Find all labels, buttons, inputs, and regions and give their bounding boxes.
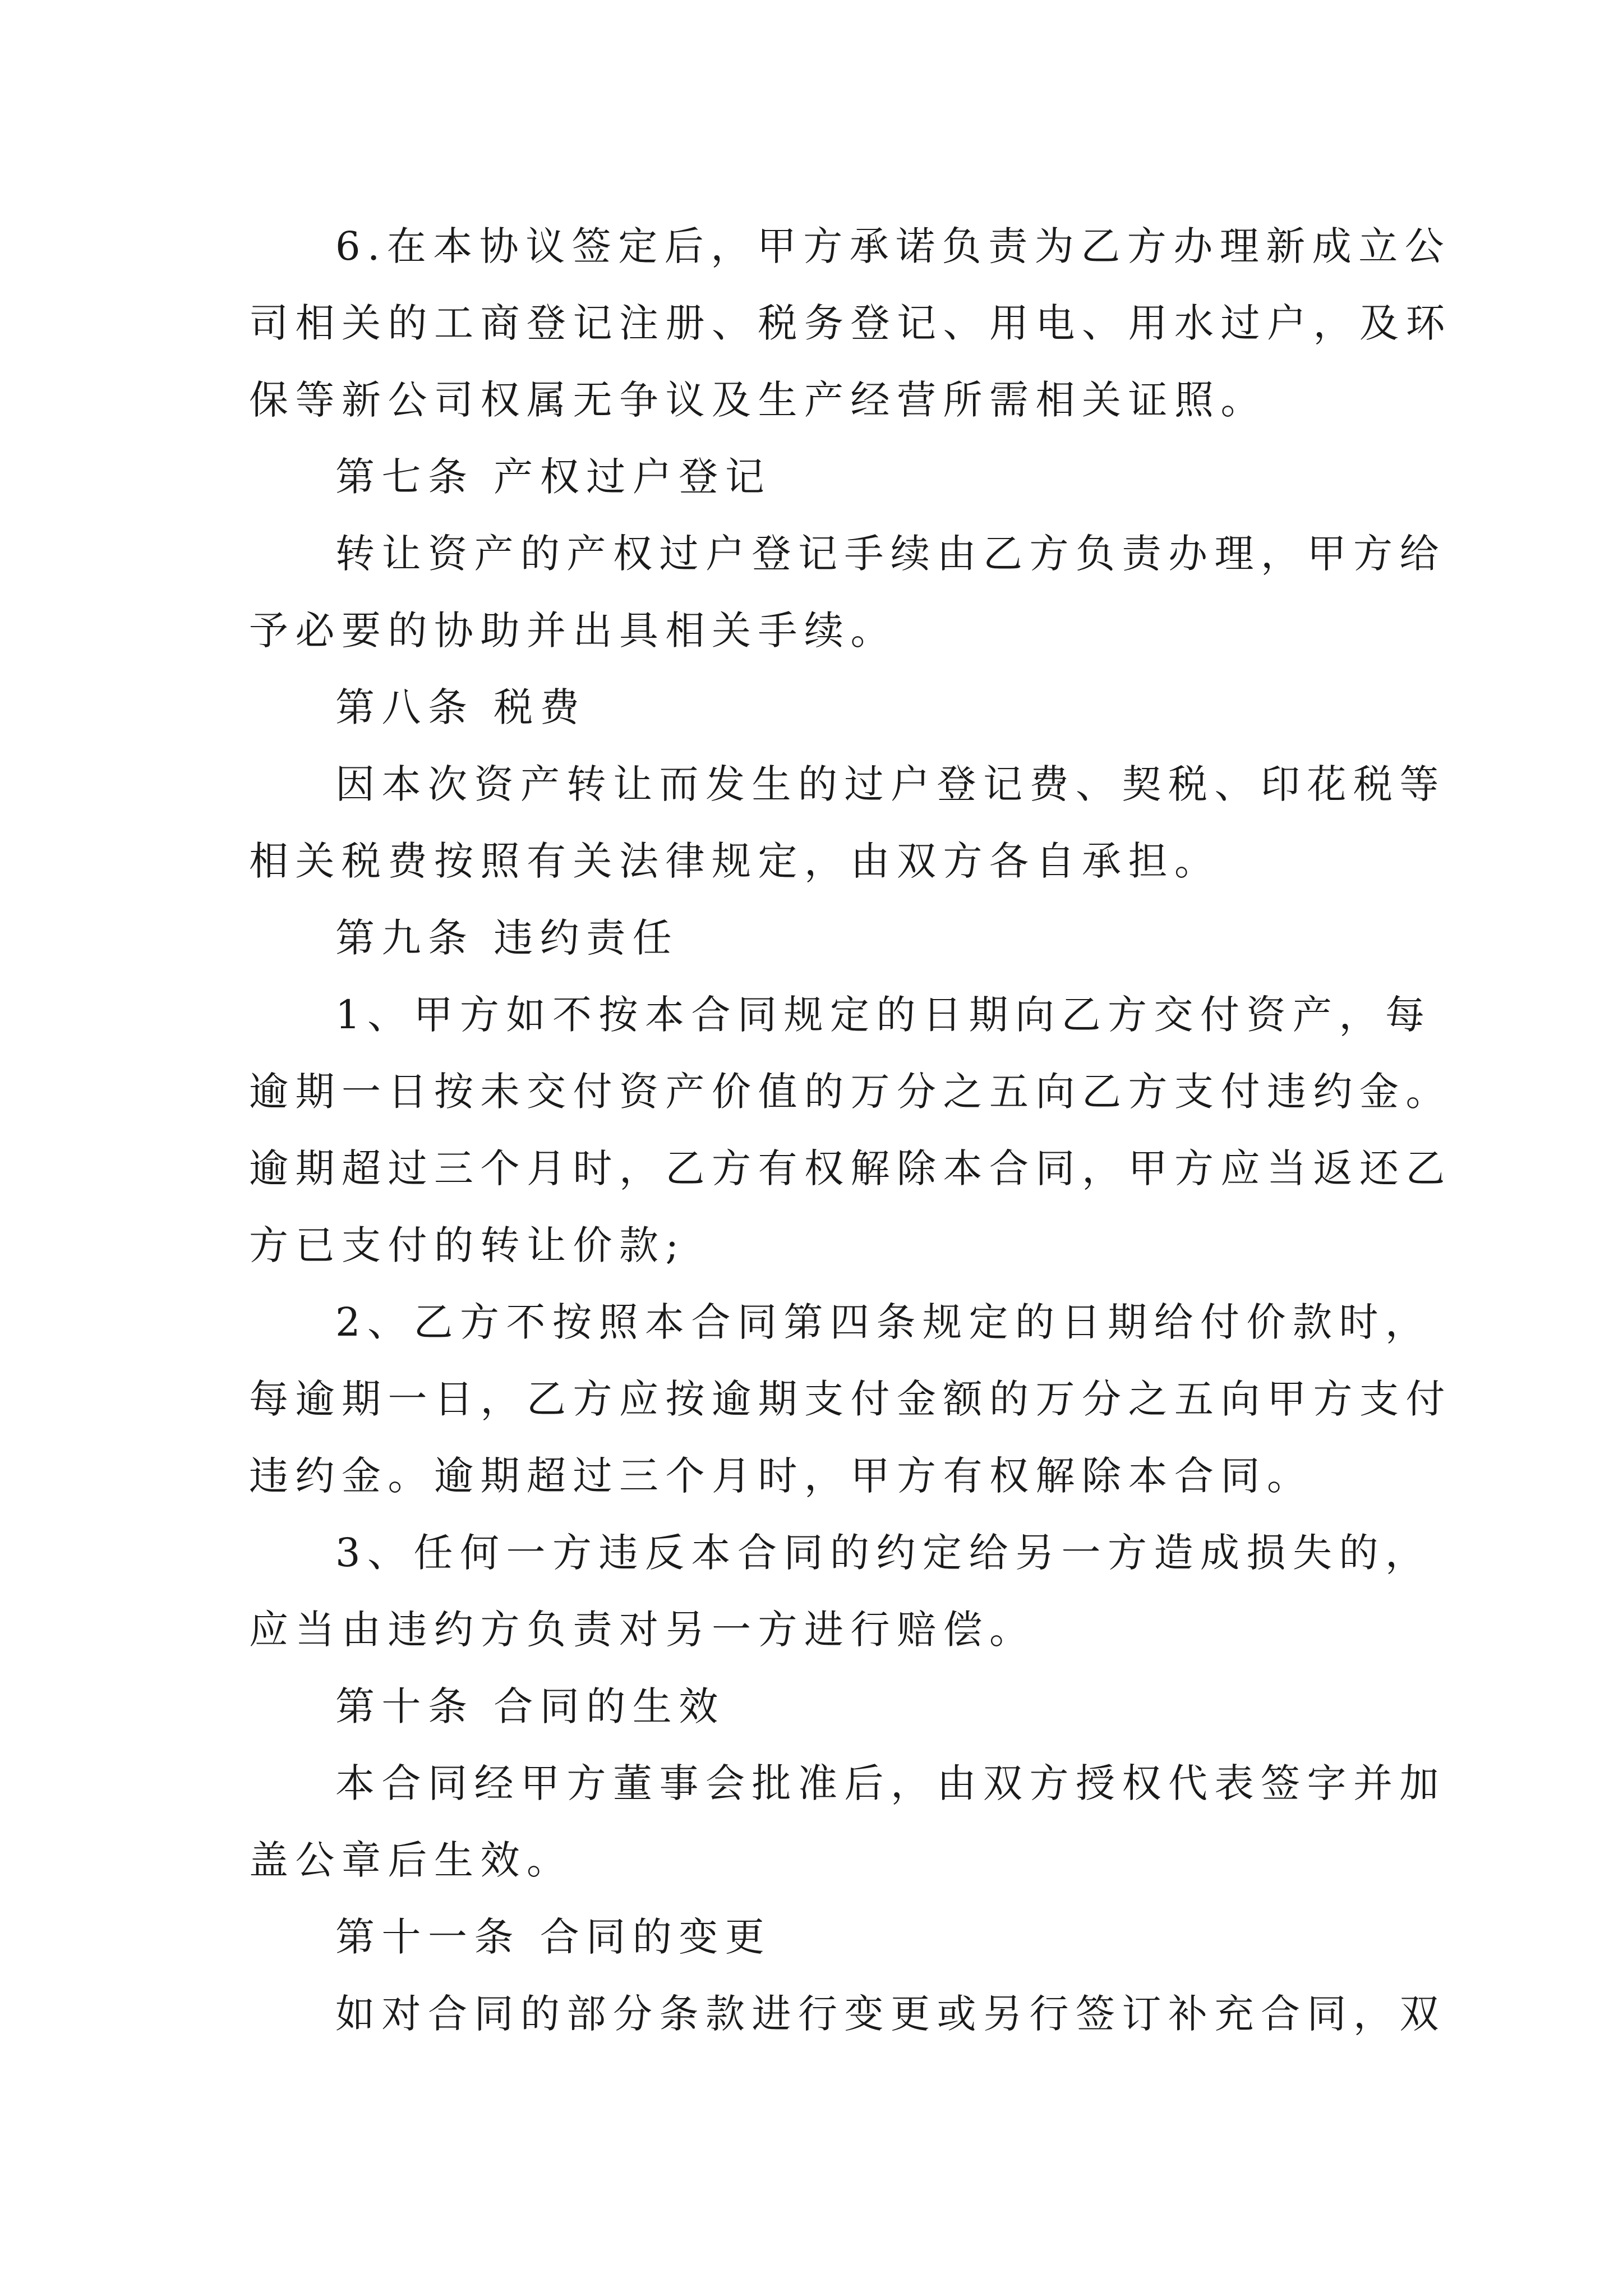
- section-heading: 第十条 合同的生效: [335, 1683, 725, 1729]
- paragraph-line: 逾期超过三个月时，乙方有权解除本合同，甲方应当返还乙: [249, 1145, 1452, 1191]
- paragraph-line: 每逾期一日，乙方应按逾期支付金额的万分之五向甲方支付: [249, 1376, 1452, 1422]
- section-heading: 第九条 违约责任: [335, 915, 679, 961]
- paragraph-line: 违约金。逾期超过三个月时，甲方有权解除本合同。: [249, 1453, 1313, 1499]
- paragraph-line: 因本次资产转让而发生的过户登记费、契税、印花税等: [335, 761, 1446, 807]
- paragraph-line: 相关税费按照有关法律规定，由双方各自承担。: [249, 838, 1221, 884]
- paragraph-line: 司相关的工商登记注册、税务登记、用电、用水过户，及环: [249, 300, 1452, 346]
- paragraph-line: 2、乙方不按照本合同第四条规定的日期给付价款时，: [335, 1299, 1432, 1345]
- section-heading: 第七条 产权过户登记: [335, 454, 772, 500]
- paragraph-line: 逾期一日按未交付资产价值的万分之五向乙方支付违约金。: [249, 1069, 1452, 1115]
- paragraph-line: 转让资产的产权过户登记手续由乙方负责办理，甲方给: [335, 531, 1446, 577]
- section-heading: 第八条 税费: [335, 684, 587, 730]
- paragraph-line: 方已支付的转让价款;: [249, 1222, 686, 1268]
- paragraph-line: 本合同经甲方董事会批准后，由双方授权代表签字并加: [335, 1760, 1446, 1806]
- section-heading: 第十一条 合同的变更: [335, 1914, 772, 1960]
- paragraph-line: 应当由违约方负责对另一方进行赔偿。: [249, 1607, 1036, 1653]
- paragraph-line: 予必要的协助并出具相关手续。: [249, 608, 897, 654]
- paragraph-line: 1、甲方如不按本合同规定的日期向乙方交付资产，每: [335, 992, 1432, 1038]
- paragraph-line: 6.在本协议签定后，甲方承诺负责为乙方办理新成立公: [335, 223, 1451, 269]
- paragraph-line: 盖公章后生效。: [249, 1837, 573, 1883]
- paragraph-line: 如对合同的部分条款进行变更或另行签订补充合同，双: [335, 1991, 1446, 2037]
- paragraph-line: 保等新公司权属无争议及生产经营所需相关证照。: [249, 377, 1267, 423]
- paragraph-line: 3、任何一方违反本合同的约定给另一方造成损失的，: [335, 1530, 1432, 1576]
